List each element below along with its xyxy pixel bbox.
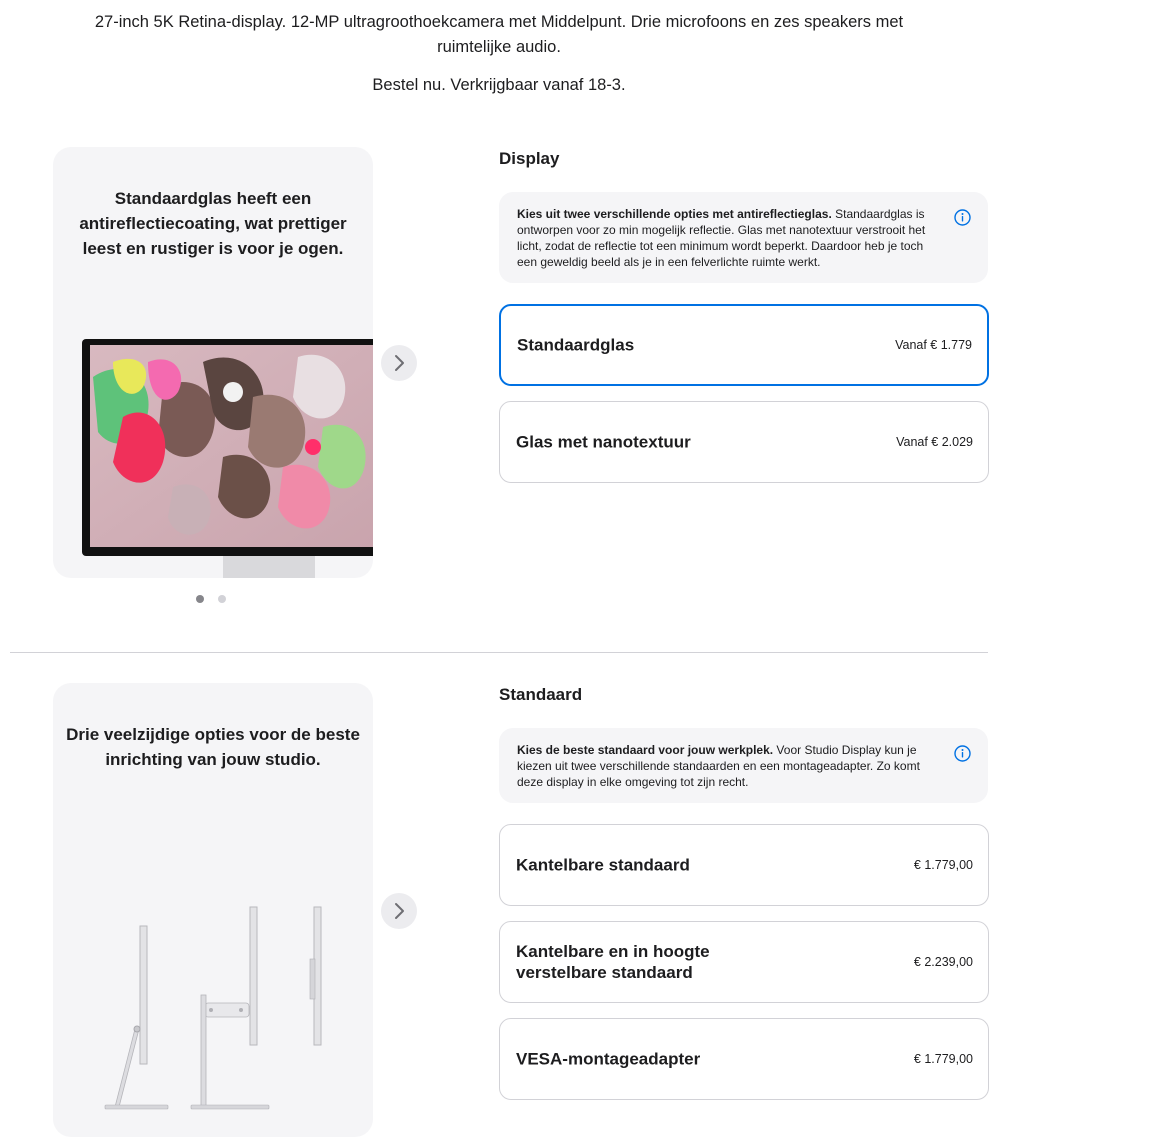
option-standaardglas[interactable] [499,304,989,386]
stand-info-bold: Kies de beste standaard voor jouw werkplek. [517,743,774,757]
display-info-bold: Kies uit twee verschillende opties met antireflectieglas. [517,207,832,221]
chevron-right-icon [393,902,405,920]
option-kantelbare-standaard[interactable] [499,824,989,906]
display-info-text: Standaardglas is ontworpen voor zo min mogelijk reflectie. Glas met nanotextuur verstrooit het licht, zodat de reflectie tot een minimum wordt beperkt. Daardoor heb je toch een geweldig beeld als je in een felverlichte ruimte werkt. [517,207,926,269]
option-name: VESA-montageadapter [516,1049,701,1069]
stand-options-image [53,683,373,1137]
display-gallery [53,147,373,578]
display-info-box [499,192,988,283]
stand-gallery [53,683,373,1137]
stand-info-text: Voor Studio Display kun je kiezen uit twee verschillende standaarden en een montageadapter. Zo komt deze display in elke omgeving tot zijn recht. [517,743,920,789]
pagination-dot-1[interactable] [196,595,204,603]
option-price: € 2.239,00 [913,955,973,969]
option-price: Vanaf € 1.779 [895,338,972,352]
specs-text: 27-inch 5K Retina-display. 12-MP ultragroothoekcamera met Middelpunt. Drie microfoons en zes speakers met ruimtelijke audio. [94,13,904,56]
option-glas-met-nanotextuur[interactable] [499,401,989,483]
info-icon[interactable] [954,745,971,762]
studio-display-image [53,147,373,578]
option-price: € 1.779,00 [913,858,973,872]
chevron-right-icon [393,354,405,372]
option-price: Vanaf € 2.029 [896,435,973,449]
stand-info-box [499,728,988,803]
display-section-title: Display [499,149,560,168]
option-name: Glas met nanotextuur [516,432,691,452]
section-divider [10,652,988,653]
pagination-dot-2[interactable] [218,595,226,603]
option-kantelbare-en-hoogte-verstelbare-standaard[interactable] [499,921,989,1003]
stand-section-title: Standaard [499,685,583,704]
display-gallery-next-button[interactable] [381,345,417,381]
info-icon[interactable] [954,209,971,226]
option-name: Kantelbare standaard [516,855,690,875]
display-gallery-caption: Standaardglas heeft een antireflectiecoating, wat prettiger leest en rustiger is voor je ogen. [79,189,347,258]
availability-text: Bestel nu. Verkrijgbaar vanaf 18-3. [372,76,626,94]
option-price: € 1.779,00 [913,1052,973,1066]
display-info-intro [517,207,925,269]
gallery-pagination [196,595,226,603]
stand-gallery-next-button[interactable] [381,893,417,929]
stand-info-intro [517,743,920,789]
option-name: Kantelbare en in hoogte verstelbare standaard [516,942,710,982]
option-name: Standaardglas [517,335,635,355]
option-vesa-montageadapter[interactable] [499,1018,989,1100]
stand-gallery-caption: Drie veelzijdige opties voor de beste inrichting van jouw studio. [66,725,360,769]
